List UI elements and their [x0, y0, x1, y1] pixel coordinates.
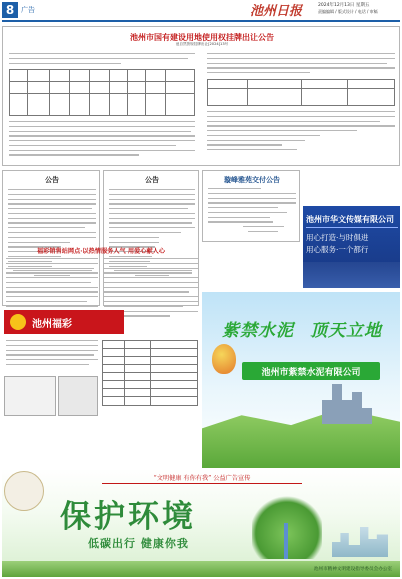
wind-turbine-tower	[284, 523, 288, 559]
editor-info: 责编编辑 / 版式设计 / 电话 / 审稿	[318, 9, 378, 14]
lottery-section	[2, 244, 200, 468]
environment-ad	[2, 469, 400, 577]
cement-ad	[202, 292, 400, 468]
header-rule	[2, 20, 400, 22]
lottery-body-left-lower	[6, 340, 98, 369]
lottery-photo-right	[58, 376, 98, 416]
page-number: 8	[2, 2, 18, 18]
cement-ad-line-2: 顶天立地	[310, 321, 382, 341]
land-notice-body-right-top	[207, 53, 395, 77]
environment-banner: “文明健康 有你有我” 公益广告宣传	[153, 475, 251, 482]
land-notice-body-left	[9, 121, 195, 159]
huaxin-divider	[306, 227, 398, 228]
lottery-photo-left	[4, 376, 56, 416]
lottery-logo-text: 池州福彩	[32, 319, 72, 330]
land-notice-subtitle: 池自然资规挂牌出让[2024]13号	[175, 42, 229, 46]
cement-company-name: 池州市紫禁水泥有限公司	[261, 368, 361, 378]
environment-headline: 保护环境	[60, 499, 196, 535]
huaxin-city-skyline	[303, 262, 400, 288]
delivery-notice	[202, 170, 300, 242]
environment-banner-rule	[102, 483, 302, 484]
land-parcel-table	[9, 69, 195, 115]
factory-silhouette	[322, 384, 372, 424]
land-notice-title: 池州市国有建设用地使用权挂牌出让公告	[130, 32, 274, 42]
environment-tagline: 低碳出行 健康你我	[88, 537, 189, 550]
land-schedule-table	[207, 79, 395, 105]
notice-middle-title: 公告	[145, 175, 159, 184]
delivery-notice-body	[208, 188, 296, 236]
section-name: 广告	[21, 6, 35, 14]
environment-footer: 池州市精神文明建设指导委员会办公室	[313, 567, 392, 572]
lottery-results-table	[102, 340, 198, 406]
lottery-logo-banner	[4, 310, 124, 334]
issue-date: 2024年12月13日 星期五	[318, 3, 370, 8]
lottery-headline: 福彩销售站网点·以热情服务人气 用爱心献人心	[36, 248, 166, 255]
huaxin-media-ad	[303, 206, 400, 288]
huaxin-company-name: 池州市华文传媒有限公司	[306, 214, 394, 224]
cement-ad-line-1: 紫禁水泥	[222, 321, 294, 341]
huaxin-slogan-2: 用心服务·一个都行	[306, 245, 369, 254]
notice-left-title: 公告	[45, 175, 59, 184]
lottery-body-left	[6, 258, 98, 315]
masthead-logo: 池州日报	[250, 4, 303, 19]
land-transfer-notice	[2, 26, 400, 166]
land-notice-intro-text	[9, 53, 195, 67]
environment-seal-icon	[4, 471, 44, 511]
land-notice-body-right	[207, 111, 395, 154]
delivery-notice-title: 璇峰雅苑交付公告	[224, 175, 280, 184]
hot-air-balloon-icon	[212, 344, 236, 374]
lottery-logo-icon	[10, 314, 26, 330]
huaxin-slogan-1: 用心打造·与时俱进	[306, 233, 369, 242]
